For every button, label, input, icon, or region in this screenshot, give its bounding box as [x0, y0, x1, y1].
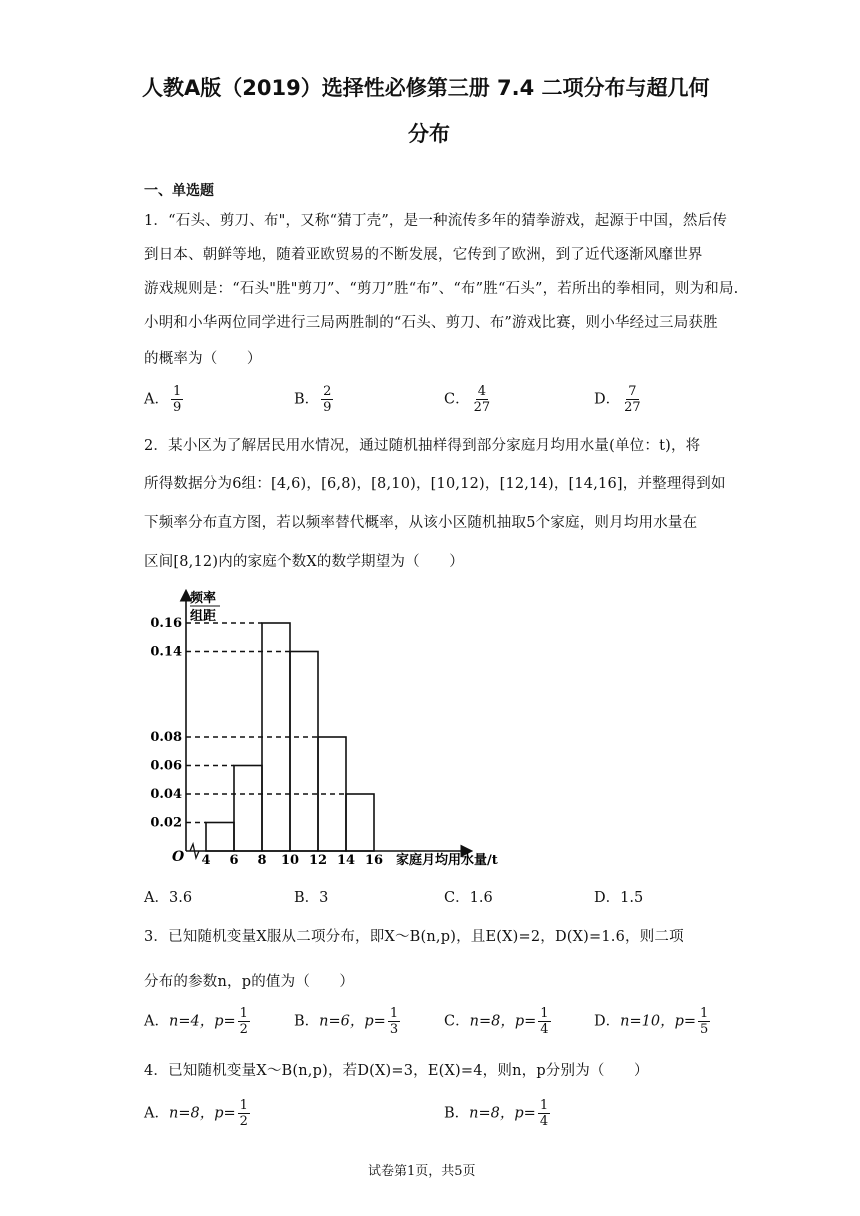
q3-line: 3．已知随机变量X服从二项分布，即X～B(n,p)，且E(X)=2，D(X)=1.6，则二项 [144, 929, 684, 945]
y-tick-label: 0.16 [150, 616, 182, 631]
origin-label: O [172, 849, 185, 865]
x-tick-label: 12 [308, 853, 328, 868]
q1-option-d[interactable] [594, 384, 645, 415]
x-tick-label: 14 [336, 853, 356, 868]
q2-line: 区间[8,12)内的家庭个数X的数学期望为（ ） [144, 554, 464, 570]
q1-option-c[interactable] [444, 384, 494, 415]
x-tick-label: 4 [201, 853, 211, 868]
fraction: $\frac{7}{27}$ [624, 384, 641, 415]
q3-option-c[interactable]: C．n=8，p= $\frac{1}{4}$ [444, 1006, 549, 1037]
q2-line: 所得数据分为6组：[4,6)，[6,8)，[8,10)，[10,12)，[12,14)，[14,16]，并整理得到如 [144, 476, 726, 492]
q2-option-a[interactable]: A．3.6 [144, 890, 193, 906]
fraction: $\frac{2}{9}$ [323, 384, 332, 415]
q2-line: 下频率分布直方图，若以频率替代概率，从该小区随机抽取5个家庭，则月均用水量在 [144, 515, 698, 531]
q3-line: 分布的参数n，p的值为（ ） [144, 974, 355, 990]
fraction: $\frac{1}{5}$ [700, 1006, 709, 1037]
q1-line: 到日本、朝鲜等地，随着亚欧贸易的不断发展，它传到了欧洲，到了近代逐渐风靡世界 [144, 247, 703, 263]
y-label-top: 频率 [190, 591, 217, 606]
page-footer: 试卷第1页，共5页 [368, 1164, 476, 1179]
histogram-bar [206, 823, 234, 852]
q4-option-b[interactable]: B．n=8，p= $\frac{1}{4}$ [444, 1098, 549, 1129]
page-title-line-2: 分布 [408, 122, 450, 146]
q1-line: 游戏规则是：“石头"胜"剪刀”、“剪刀”胜“布”、“布”胜“石头”，若所出的拳相同，则为和局. [144, 281, 739, 297]
x-tick-label: 6 [229, 853, 239, 868]
y-tick-label: 0.04 [150, 787, 182, 802]
y-tick-label: 0.02 [150, 815, 182, 831]
y-tick-label: 0.06 [150, 758, 182, 774]
q1-line: 1．“石头、剪刀、布"，又称“猜丁壳”，是一种流传多年的猜拳游戏，起源于中国，然后传 [144, 213, 728, 229]
histogram-bar [234, 766, 262, 852]
q2-option-b[interactable]: B．3 [294, 890, 329, 906]
x-tick-label: 16 [364, 853, 384, 868]
fraction: $\frac{1}{4}$ [540, 1006, 549, 1037]
histogram-bar [290, 652, 318, 852]
x-tick-label: 8 [257, 853, 267, 868]
q2-option-c[interactable]: C．1.6 [444, 890, 493, 906]
y-label-bottom: 组距 [190, 609, 217, 624]
option-label: C． [444, 391, 470, 408]
q1-line: 小明和小华两位同学进行三局两胜制的“石头、剪刀、布”游戏比赛，则小华经过三局获胜 [144, 315, 718, 331]
option-label: A． [144, 391, 169, 408]
q1-line: 的概率为（ ） [144, 351, 262, 367]
fraction: $\frac{1}{3}$ [389, 1006, 399, 1037]
q4-line: 4．已知随机变量X～B(n,p)，若D(X)=3，E(X)=4，则n，p分别为（ ） [144, 1063, 649, 1079]
q1-option-a[interactable] [144, 384, 185, 415]
y-tick-label: 0.08 [150, 730, 182, 745]
q4-option-a[interactable]: A．n=8，p= $\frac{1}{2}$ [144, 1098, 248, 1129]
q3-option-d[interactable]: D．n=10，p= $\frac{1}{5}$ [594, 1006, 709, 1037]
fraction: $\frac{4}{27}$ [473, 384, 491, 415]
page-title-line-1: 人教A版（2019）选择性必修第三册 7.4 二项分布与超几何 [142, 76, 710, 100]
q1-option-b[interactable] [294, 384, 335, 415]
x-tick-label: 10 [280, 853, 300, 868]
q2-line: 2．某小区为了解居民用水情况，通过随机抽样得到部分家庭月均用水量(单位：t)，将 [144, 438, 701, 454]
option-label: B． [294, 391, 320, 408]
histogram-bar [346, 794, 374, 851]
x-axis-label: 家庭月均用水量/t [396, 853, 498, 868]
q3-option-b[interactable]: B．n=6，p= $\frac{1}{3}$ [294, 1006, 399, 1037]
fraction: $\frac{1}{4}$ [539, 1098, 549, 1129]
option-label: D． [594, 391, 621, 408]
q2-option-d[interactable]: D．1.5 [594, 890, 644, 906]
fraction: $\frac{1}{2}$ [239, 1006, 248, 1037]
fraction: $\frac{1}{2}$ [239, 1098, 248, 1129]
fraction: $\frac{1}{9}$ [172, 384, 182, 415]
section-heading: 一、单选题 [144, 183, 214, 199]
y-tick-label: 0.14 [150, 644, 182, 660]
histogram-chart [140, 584, 540, 874]
q3-option-a[interactable]: A．n=4，p= $\frac{1}{2}$ [144, 1006, 248, 1037]
